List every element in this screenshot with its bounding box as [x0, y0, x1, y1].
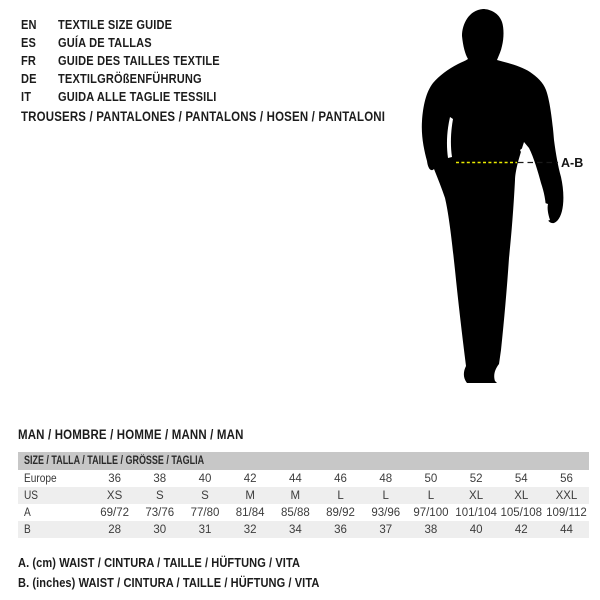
language-row-en [0, 17, 400, 33]
size-cell: XS [106, 489, 123, 502]
size-cell: S [201, 489, 209, 502]
size-table [18, 452, 589, 538]
size-cell: 38 [424, 523, 438, 536]
language-title: TEXTILGRÖßENFÜHRUNG [58, 71, 202, 86]
size-cell: 44 [560, 523, 573, 536]
man-silhouette-figure [400, 0, 600, 400]
table-row-us [18, 487, 589, 504]
size-cell: S [155, 489, 164, 502]
language-code: EN [21, 17, 37, 32]
size-cell: 89/92 [326, 506, 355, 519]
man-silhouette-svg [400, 0, 600, 400]
language-title: TEXTILE SIZE GUIDE [58, 17, 173, 32]
size-cell: 28 [108, 523, 121, 536]
size-cell: M [245, 489, 255, 502]
size-cell: 31 [198, 523, 212, 536]
size-cell: L [427, 489, 435, 502]
language-code: DE [21, 71, 37, 86]
size-cell: 97/100 [413, 506, 449, 519]
language-code: IT [21, 89, 32, 104]
row-label: Europe [24, 472, 57, 485]
size-cell: 56 [560, 472, 573, 485]
size-cell: XXL [555, 489, 578, 502]
row-label: B [24, 523, 31, 536]
size-cell: XL [469, 489, 484, 502]
size-cell: 109/112 [546, 506, 587, 519]
footnote-a-cm: A. (cm) WAIST / CINTURA / TAILLE / HÜFTUNG / VITA [18, 555, 301, 570]
size-cell: 40 [469, 523, 483, 536]
waist-measure-label: A-B [561, 156, 584, 170]
table-row-b-inches [18, 521, 589, 538]
footnote-b-inches: B. (inches) WAIST / CINTURA / TAILLE / HÜFTUNG / VITA [18, 575, 320, 590]
size-cell: 42 [243, 472, 257, 485]
size-cell: 85/88 [280, 506, 310, 519]
table-row-a-cm [18, 504, 589, 521]
language-title: GUIDE DES TAILLES TEXTILE [58, 53, 220, 68]
language-title: GUIDA ALLE TAGLIE TESSILI [58, 89, 217, 104]
size-cell: 48 [379, 472, 393, 485]
size-cell: 69/72 [100, 506, 129, 519]
size-cell: 101/104 [455, 506, 497, 519]
size-cell: 37 [379, 523, 393, 536]
size-cell: 36 [334, 523, 347, 536]
size-cell: 42 [514, 523, 528, 536]
size-table-header: SIZE / TALLA / TAILLE / GRÖSSE / TAGLIA [18, 452, 589, 470]
language-code: ES [21, 35, 37, 50]
row-label: A [24, 506, 31, 519]
size-cell: 105/108 [500, 506, 543, 519]
size-cell: 54 [514, 472, 528, 485]
size-cell: M [290, 489, 301, 502]
row-label: US [24, 489, 39, 502]
size-cell: 50 [424, 472, 438, 485]
size-cell: 46 [334, 472, 347, 485]
size-cell: 44 [288, 472, 302, 485]
size-cell: 30 [153, 523, 167, 536]
category-title: TROUSERS / PANTALONES / PANTALONS / HOSEN / PANTALONI [21, 109, 386, 124]
language-row-it [0, 89, 400, 105]
size-cell: L [337, 489, 344, 502]
size-cell: 73/76 [145, 506, 175, 519]
language-code: FR [21, 53, 37, 68]
man-silhouette-shape [422, 9, 564, 383]
language-row-de [0, 71, 400, 87]
size-cell: 38 [153, 472, 167, 485]
section-title-man: MAN / HOMBRE / HOMME / MANN / MAN [18, 427, 244, 442]
size-cell: XL [514, 489, 529, 502]
size-cell: 81/84 [235, 506, 265, 519]
size-cell: 34 [288, 523, 302, 536]
language-title: GUÍA DE TALLAS [58, 35, 152, 50]
size-cell: L [382, 489, 389, 502]
language-row-fr [0, 53, 400, 69]
size-cell: 77/80 [190, 506, 220, 519]
size-cell: 36 [108, 472, 121, 485]
size-cell: 32 [243, 523, 257, 536]
size-cell: 52 [469, 472, 483, 485]
size-cell: 93/96 [371, 506, 401, 519]
table-row-europe [18, 470, 589, 487]
language-row-es [0, 35, 400, 51]
size-cell: 40 [198, 472, 212, 485]
